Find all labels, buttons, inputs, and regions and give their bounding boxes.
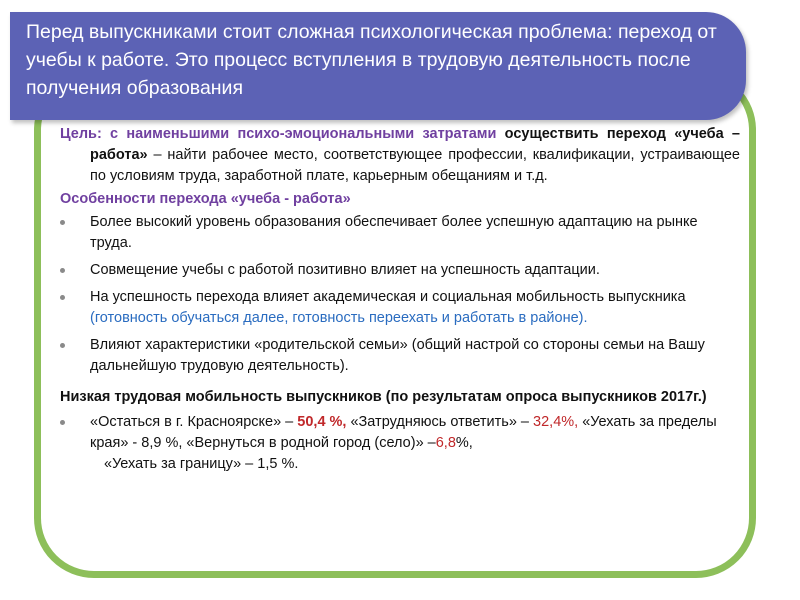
value-stay: 50,4 %, — [297, 414, 347, 430]
bullet-icon — [60, 343, 65, 348]
list-item: Совмещение учебы с работой позитивно влияет на успешность адаптации. — [60, 260, 740, 281]
bullet-icon — [60, 420, 65, 425]
value-abroad: «Уехать за границу» – 1,5 %. — [104, 456, 299, 472]
list-item: «Остаться в г. Красноярске» – 50,4 %, «Затрудняюсь ответить» – 32,4%, «Уехать за пределы края» - 8,9 %, «Вернуться в родной город (село)» –6,8%, «Уехать за границу» – 1,5 %. — [60, 412, 740, 475]
mobility-list — [60, 412, 740, 475]
slide-content — [60, 124, 740, 481]
goal-text: – найти рабочее место, соответствующее профессии, квалификации, устраивающее по условиям труда, заработной плате, карьерным обещаниям и т.д. — [90, 147, 740, 184]
bullet-icon — [60, 295, 65, 300]
mobility-note: (готовность обучаться далее, готовность переехать и работать в районе). — [90, 310, 588, 326]
bullet-icon — [60, 268, 65, 273]
features-heading: Особенности перехода «учеба - работа» — [60, 191, 351, 207]
value-return: 6,8 — [435, 435, 456, 451]
goal-bold: осуществить переход «учеба – работа» — [90, 126, 740, 163]
list-item: Влияют характеристики «родительской семьи» (общий настрой со стороны семьи на Вашу дальнейшую трудовую деятельность). — [60, 335, 740, 377]
goal-paragraph — [60, 124, 740, 187]
goal-label: Цель: с наименьшими психо-эмоциональными затратами — [60, 126, 497, 142]
title-banner — [10, 12, 746, 120]
value-unsure: 32,4%, — [533, 414, 579, 430]
slide-title: Перед выпускниками стоит сложная психологическая проблема: переход от учебы к работе. Это процесс вступления в трудовую деятельность после получения образования — [26, 21, 717, 99]
list-item: На успешность перехода влияет академическая и социальная мобильность выпускника (готовность обучаться далее, готовность переехать и работать в районе). — [60, 287, 740, 329]
mobility-heading: Низкая трудовая мобильность выпускников (по результатам опроса выпускников 2017г.) — [60, 389, 707, 405]
list-item: Более высокий уровень образования обеспечивает более успешную адаптацию на рынке труда. — [60, 212, 740, 254]
features-list — [60, 212, 740, 377]
bullet-icon — [60, 220, 65, 225]
